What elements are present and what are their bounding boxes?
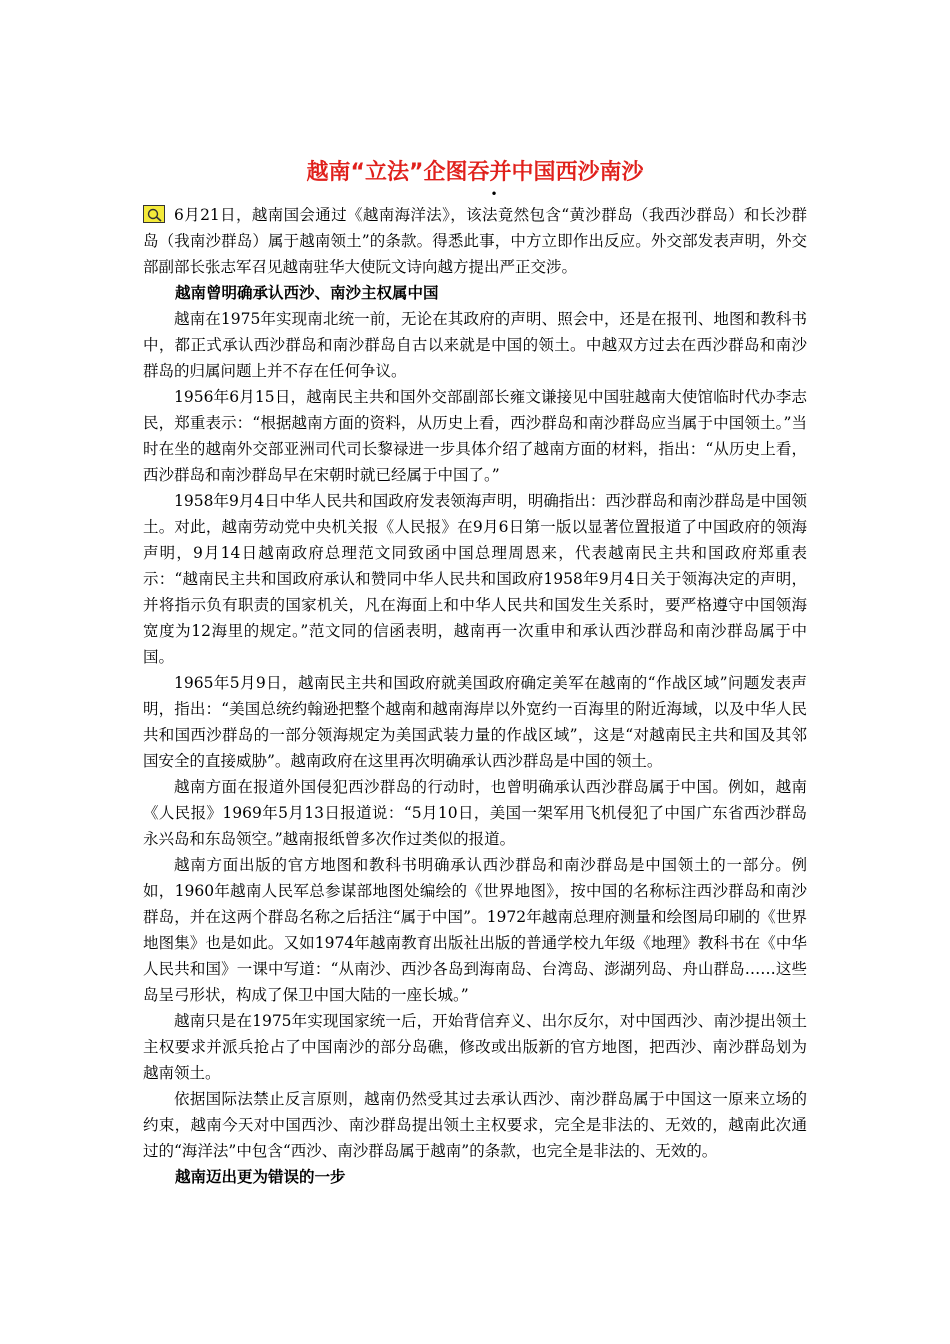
- document-page: [143, 150, 807, 1190]
- article-title: 越南“立法”企图吞并中国西沙南沙: [306, 160, 644, 185]
- paragraph-4: 1965年5月9日，越南民主共和国政府就美国政府确定美军在越南的“作战区域”问题发表声明，指出：“美国总统约翰逊把整个越南和越南海岸以外宽约一百海里的附近海域，以及中华人民共和国西沙群岛的一部分领海规定为美国武装力量的作战区域”，这是“对越南民主共和国及其邻国安全的直接威胁”。越南政府在这里再次明确承认西沙群岛是中国的领土。: [143, 674, 807, 770]
- section-heading-1: 越南曾明确承认西沙、南沙主权属中国: [175, 284, 439, 302]
- paragraph-5: 越南方面在报道外国侵犯西沙群岛的行动时，也曾明确承认西沙群岛属于中国。例如，越南《人民报》1969年5月13日报道说：“5月10日，美国一架军用飞机侵犯了中国广东省西沙群岛永兴岛和东岛领空。”越南报纸曾多次作过类似的报道。: [143, 778, 807, 848]
- paragraph-8: 依据国际法禁止反言原则，越南仍然受其过去承认西沙、南沙群岛属于中国这一原来立场的约束，越南今天对中国西沙、南沙群岛提出领土主权要求，完全是非法的、无效的，越南此次通过的“海洋法”中包含“西沙、南沙群岛属于越南”的条款，也完全是非法的、无效的。: [143, 1090, 807, 1160]
- paragraph-7: 越南只是在1975年实现国家统一后，开始背信弃义、出尔反尔，对中国西沙、南沙提出领土主权要求并派兵抢占了中国南沙的部分岛礁，修改或出版新的官方地图，把西沙、南沙群岛划为越南领土。: [143, 1012, 807, 1082]
- intro-text: 6月21日，越南国会通过《越南海洋法》，该法竟然包含“黄沙群岛（我西沙群岛）和长沙群岛（我南沙群岛）属于越南领土”的条款。得悉此事，中方立即作出反应。外交部发表声明，外交部副部长张志军召见越南驻华大使阮文诗向越方提出严正交涉。: [143, 206, 807, 276]
- paragraph-1: 越南在1975年实现南北统一前，无论在其政府的声明、照会中，还是在报刊、地图和教科书中，都正式承认西沙群岛和南沙群岛自古以来就是中国的领土。中越双方过去在西沙群岛和南沙群岛的归属问题上并不存在任何争议。: [143, 310, 807, 380]
- paragraph-2: 1956年6月15日，越南民主共和国外交部副部长雍文谦接见中国驻越南大使馆临时代办李志民，郑重表示：“根据越南方面的资料，从历史上看，西沙群岛和南沙群岛应当属于中国领土。”当时在坐的越南外交部亚洲司代司长黎禄进一步具体介绍了越南方面的材料，指出：“从历史上看，西沙群岛和南沙群岛早在宋朝时就已经属于中国了。”: [143, 388, 807, 484]
- section-heading-2: 越南迈出更为错误的一步: [175, 1168, 346, 1186]
- paragraph-3: 1958年9月4日中华人民共和国政府发表领海声明，明确指出：西沙群岛和南沙群岛是中国领土。对此，越南劳动党中央机关报《人民报》在9月6日第一版以显著位置报道了中国政府的领海声明，9月14日越南政府总理范文同致函中国总理周恩来，代表越南民主共和国政府郑重表示：“越南民主共和国政府承认和赞同中华人民共和国政府1958年9月4日关于领海决定的声明，并将指示负有职责的国家机关，凡在海面上和中华人民共和国发生关系时，要严格遵守中国领海宽度为12海里的规定。”范文同的信函表明，越南再一次重申和承认西沙群岛和南沙群岛属于中国。: [143, 492, 807, 666]
- paragraph-6: 越南方面出版的官方地图和教科书明确承认西沙群岛和南沙群岛是中国领土的一部分。例如，1960年越南人民军总参谋部地图处编绘的《世界地图》，按中国的名称标注西沙群岛和南沙群岛，并在这两个群岛名称之后括注“属于中国”。1972年越南总理府测量和绘图局印刷的《世界地图集》也是如此。又如1974年越南教育出版社出版的普通学校九年级《地理》教科书在《中华人民共和国》一课中写道：“从南沙、西沙各岛到海南岛、台湾岛、澎湖列岛、舟山群岛……这些岛呈弓形状，构成了保卫中国大陆的一座长城。”: [143, 856, 807, 1004]
- title-bullet: •: [490, 187, 498, 201]
- note-icon: [143, 205, 165, 223]
- intro-paragraph: [143, 202, 807, 280]
